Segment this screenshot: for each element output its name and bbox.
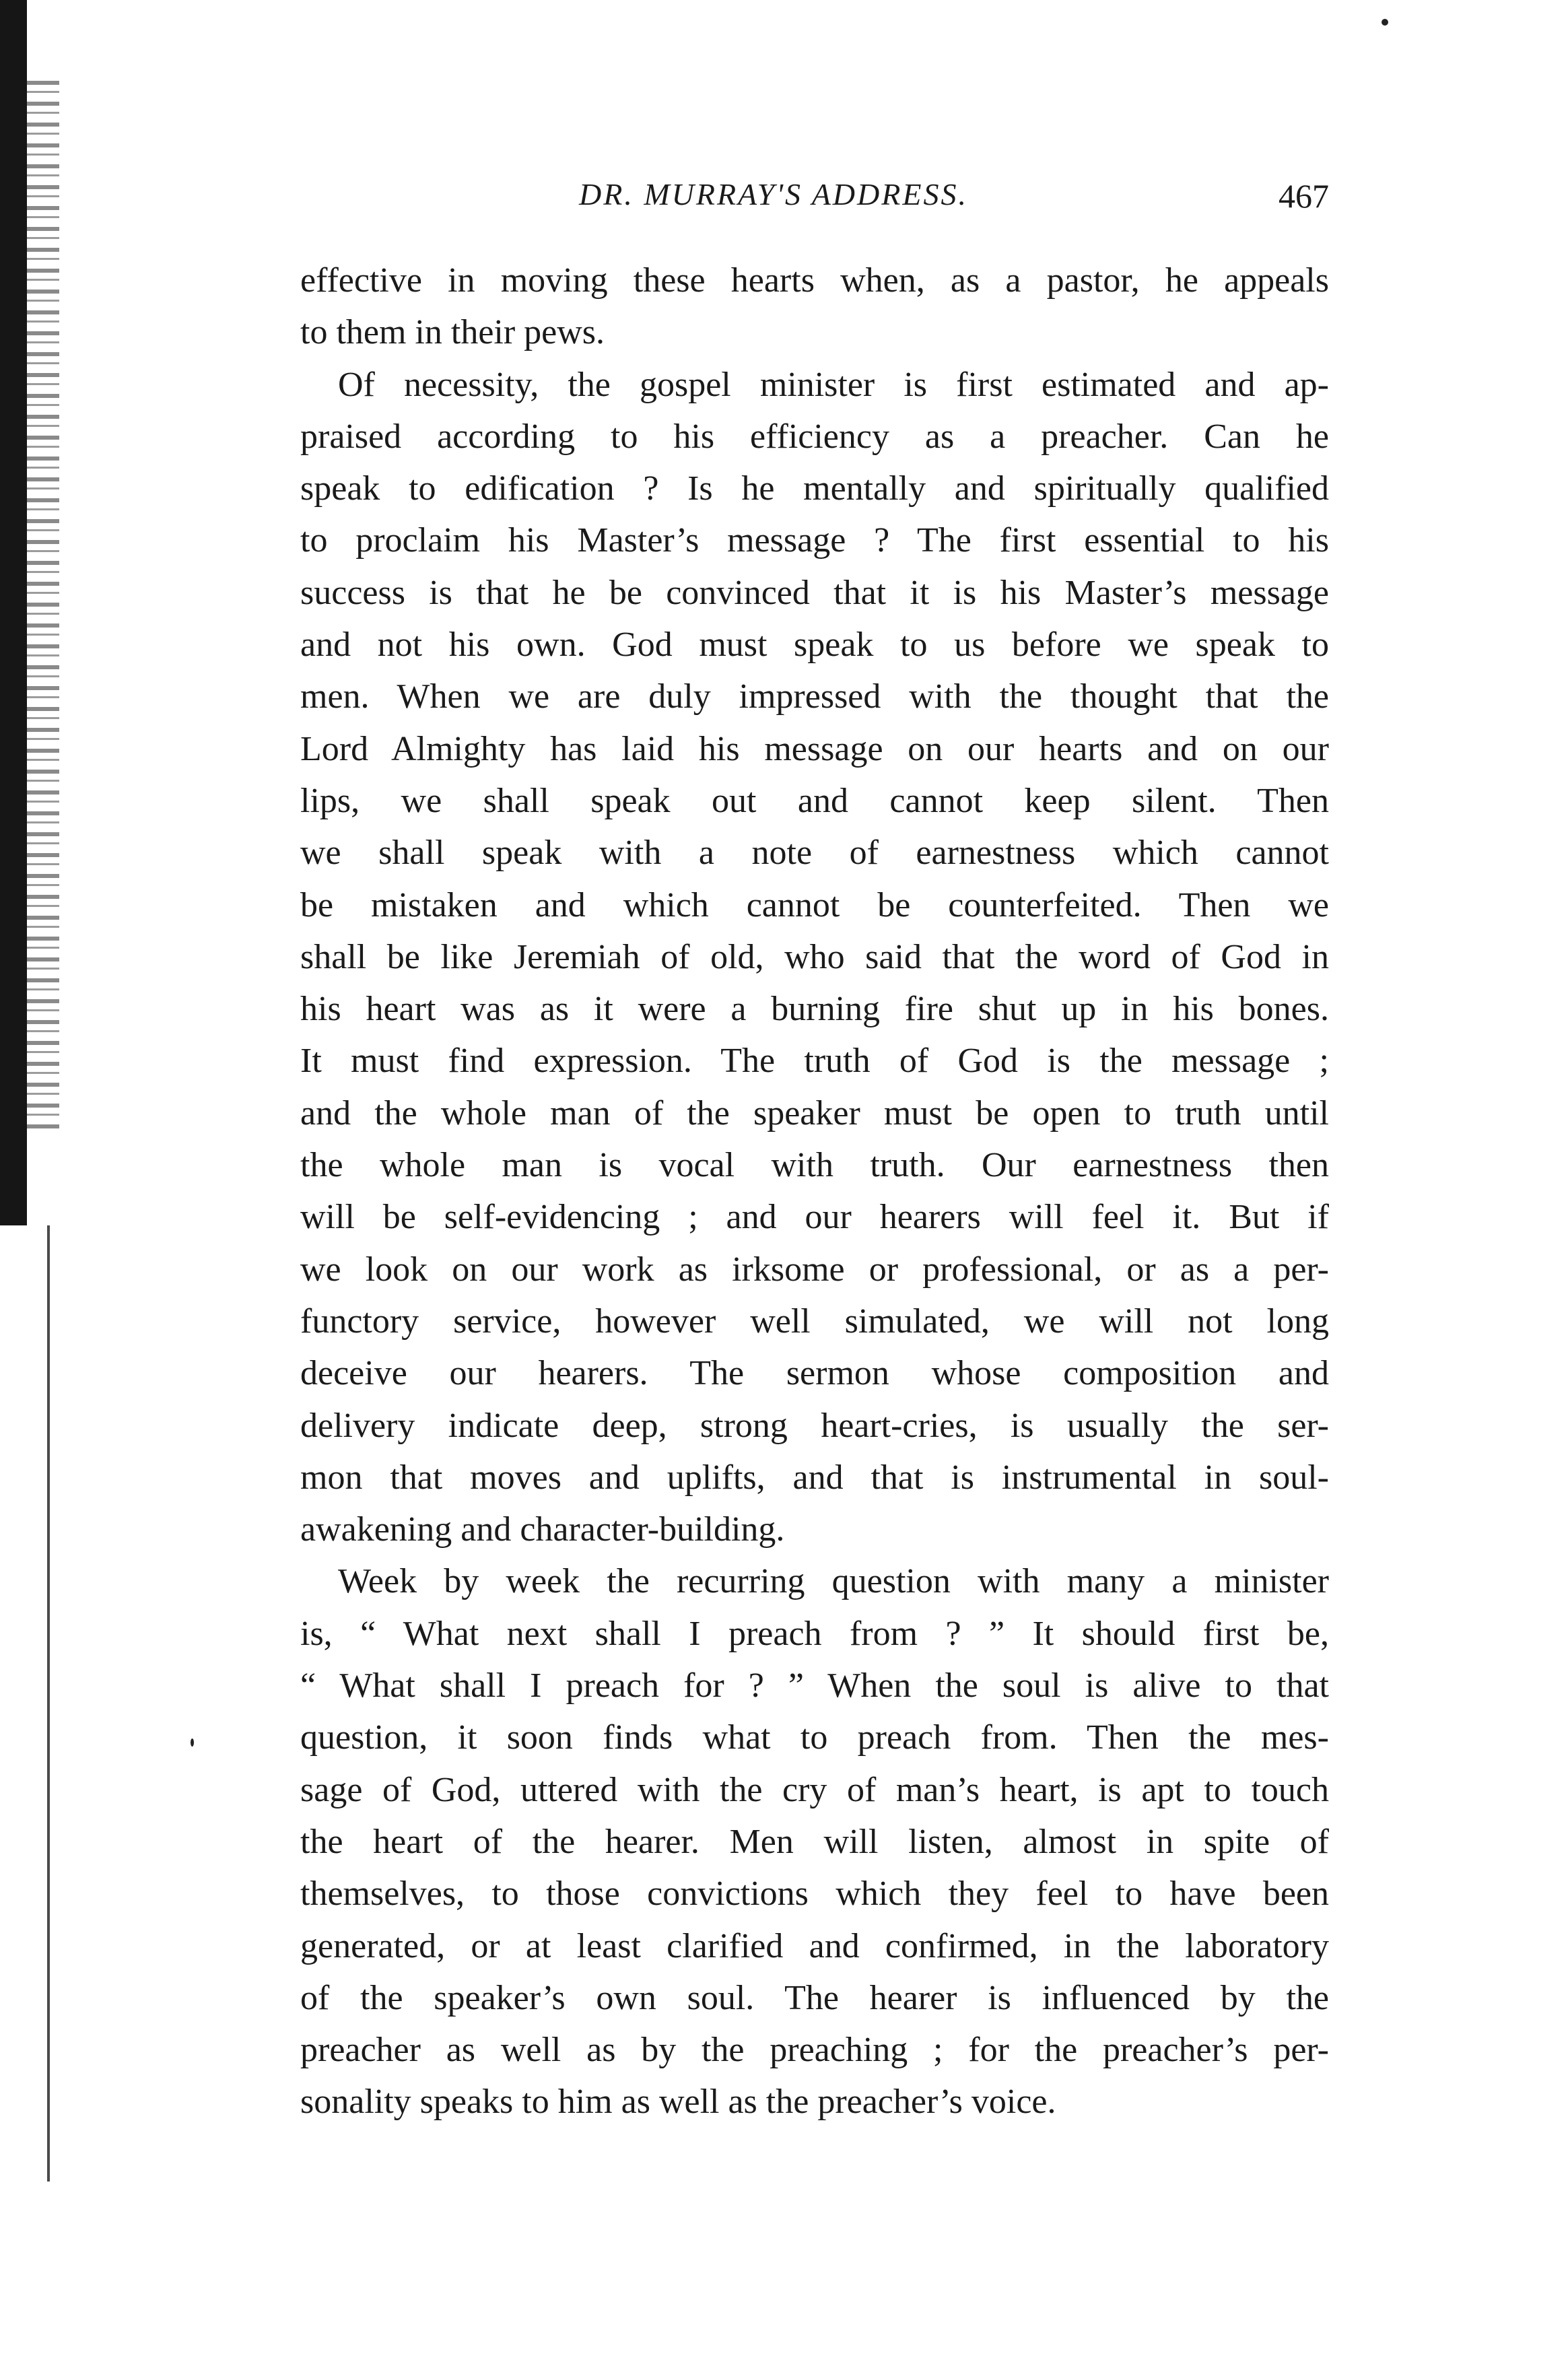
running-head <box>300 176 1329 230</box>
text-line: of the speaker’s own soul. The hearer is influenced by the <box>300 1978 1329 2017</box>
text-line: sage of God, uttered with the cry of man’s heart, is apt to touch <box>300 1770 1329 1809</box>
ink-speck <box>1382 19 1388 26</box>
text-line: the heart of the hearer. Men will listen, almost in spite of <box>300 1822 1329 1861</box>
page-number: 467 <box>1279 177 1329 215</box>
text-line: and the whole man of the speaker must be open to truth until <box>300 1093 1329 1133</box>
text-line: will be self-evidencing ; and our hearers will feel it. But if <box>300 1198 1329 1237</box>
text-line: we shall speak with a note of earnestness which cannot <box>300 834 1329 873</box>
text-line: his heart was as it were a burning fire shut up in his bones. <box>300 990 1329 1029</box>
text-line: the whole man is vocal with truth. Our earnestness then <box>300 1146 1329 1185</box>
text-line: lips, we shall speak out and cannot keep silent. Then <box>300 781 1329 820</box>
page-binding-edge <box>0 0 27 1225</box>
text-line: preacher as well as by the preaching ; for the preacher’s per- <box>300 2031 1329 2070</box>
text-line: we look on our work as irksome or professional, or as a per- <box>300 1250 1329 1289</box>
text-line: question, it soon finds what to preach from. Then the mes- <box>300 1718 1329 1757</box>
paragraph <box>300 255 1329 359</box>
text-line: sonality speaks to him as well as the preacher’s voice. <box>300 2083 1056 2122</box>
text-line: functory service, however well simulated, we will not long <box>300 1302 1329 1341</box>
text-line: Lord Almighty has laid his message on our hearts and on our <box>300 729 1329 768</box>
paragraph <box>300 359 1329 1556</box>
text-line: to them in their pews. <box>300 313 605 352</box>
text-line: deceive our hearers. The sermon whose composition and <box>300 1354 1329 1393</box>
text-line: mon that moves and uplifts, and that is instrumental in soul- <box>300 1458 1329 1497</box>
paragraph <box>300 1555 1329 2128</box>
ink-speck <box>191 1738 194 1747</box>
text-line: men. When we are duly impressed with the thought that the <box>300 677 1329 716</box>
text-line: Of necessity, the gospel minister is first estimated and ap- <box>338 365 1329 404</box>
text-line: “ What shall I preach for ? ” When the soul is alive to that <box>300 1666 1329 1705</box>
text-line: delivery indicate deep, strong heart-cries, is usually the ser- <box>300 1406 1329 1445</box>
text-line: shall be like Jeremiah of old, who said that the word of God in <box>300 937 1329 976</box>
binding-speckle <box>27 81 59 1131</box>
margin-rule <box>47 1225 50 2182</box>
text-line: and not his own. God must speak to us before we speak to <box>300 626 1329 665</box>
text-line: Week by week the recurring question with many a minister <box>338 1562 1329 1601</box>
text-line: themselves, to those convictions which they feel to have been <box>300 1874 1329 1914</box>
text-line: to proclaim his Master’s message ? The first essential to his <box>300 521 1329 560</box>
text-line: success is that he be convinced that it is his Master’s message <box>300 573 1329 612</box>
text-line: It must find expression. The truth of God is the message ; <box>300 1042 1329 1081</box>
text-line: effective in moving these hearts when, as a pastor, he appeals <box>300 261 1329 300</box>
text-body <box>300 255 1329 2128</box>
text-line: praised according to his efficiency as a preacher. Can he <box>300 417 1329 456</box>
text-line: is, “ What next shall I preach from ? ” It should first be, <box>300 1614 1329 1653</box>
text-line: generated, or at least clarified and confirmed, in the laboratory <box>300 1926 1329 1965</box>
text-line: awakening and character-building. <box>300 1510 785 1549</box>
text-line: speak to edification ? Is he mentally and spiritually qualified <box>300 469 1329 508</box>
running-head-title: DR. MURRAY'S ADDRESS. <box>579 177 968 211</box>
text-line: be mistaken and which cannot be counterfeited. Then we <box>300 885 1329 924</box>
